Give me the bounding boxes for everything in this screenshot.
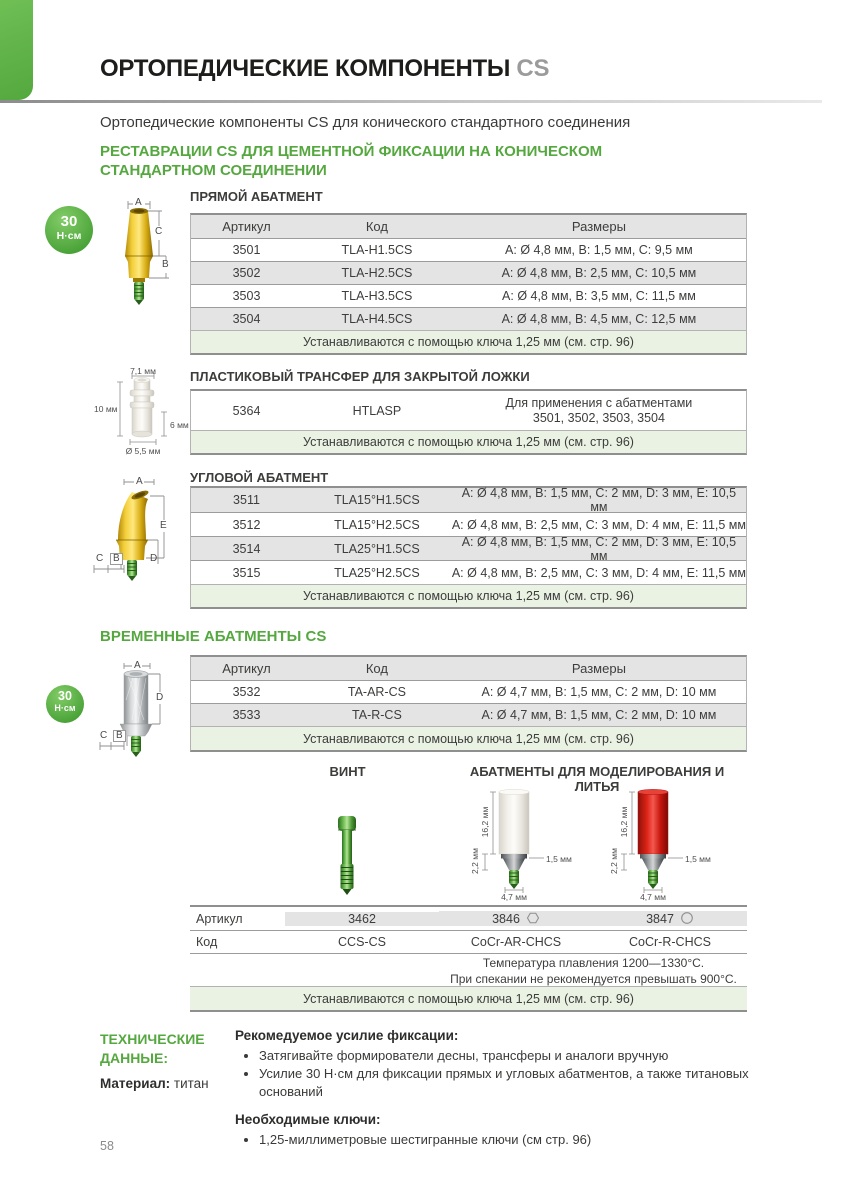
cell-size: A: Ø 4,8 мм, B: 2,5 мм, C: 10,5 мм	[501, 266, 697, 280]
cell-size: A: Ø 4,8 мм, B: 1,5 мм, C: 2 мм, D: 3 мм, E: 10,5 мм	[461, 534, 737, 563]
angled-abutment-figure	[88, 474, 182, 590]
cast-abutments-title: АБАТМЕНТЫ ДЛЯ МОДЕЛИРОВАНИЯ И ЛИТЬЯ	[469, 764, 725, 794]
table-row-articul	[190, 907, 747, 930]
table-row	[191, 512, 746, 536]
cell-size	[452, 396, 746, 426]
dim-label-d: D	[150, 553, 158, 564]
cell-code: TLA-H1.5CS	[341, 243, 413, 257]
column-header-size: Размеры	[571, 661, 626, 676]
cell-articul: 3502	[232, 266, 261, 280]
dim-label-c: C	[155, 226, 163, 237]
cell-code: HTLASP	[352, 403, 402, 418]
circle-icon	[680, 911, 694, 925]
table-row	[191, 391, 746, 430]
transfer-figure	[94, 366, 189, 456]
page-subtitle: Ортопедические компоненты CS для конического стандартного соединения	[100, 114, 631, 131]
dim-label-collar: 1,5 мм	[546, 854, 572, 864]
dim-label-right: 6 мм	[170, 420, 189, 430]
page-title-text: ОРТОПЕДИЧЕСКИЕ КОМПОНЕНТЫ	[100, 55, 511, 82]
dim-label-b: B	[113, 730, 126, 742]
articul-value: 3847	[646, 912, 674, 926]
table-row	[191, 261, 746, 284]
force-list	[235, 1047, 755, 1101]
cast-abutment-red-figure	[590, 786, 715, 902]
cell-code: TLA-H3.5CS	[341, 289, 413, 303]
cell-size-line1: Для применения с абатментами	[505, 395, 693, 410]
cell-articul: 3532	[232, 685, 261, 699]
cell-size: A: Ø 4,8 мм, B: 2,5 мм, C: 3 мм, D: 4 мм, E: 11,5 мм	[451, 517, 746, 532]
cell-code: TA-R-CS	[352, 708, 402, 722]
cell-articul: 3504	[232, 312, 261, 326]
dim-label-bottom: Ø 5,5 мм	[125, 446, 161, 456]
cell-articul	[593, 911, 747, 926]
section-heading-line2: СТАНДАРТНОМ СОЕДИНЕНИИ	[100, 162, 327, 179]
temperature-note-line2: При спекании не рекомендуется превышать 900°С.	[450, 971, 737, 986]
cell-size: A: Ø 4,8 мм, B: 4,5 мм, C: 12,5 мм	[501, 312, 697, 326]
row-label-articul: Артикул	[196, 911, 243, 926]
torque-unit: Н·см	[56, 230, 82, 242]
angled-abutment-title: УГЛОВОЙ АБАТМЕНТ	[190, 470, 329, 485]
header-divider	[0, 100, 822, 103]
cell-articul: 5364	[232, 403, 261, 418]
dim-label-top: 7,1 мм	[130, 366, 156, 376]
dim-label-collar: 1,5 мм	[685, 854, 711, 864]
table-row	[191, 560, 746, 584]
torque-value: 30	[58, 689, 72, 703]
straight-abutment-figure	[104, 196, 176, 308]
keys-list	[235, 1131, 755, 1149]
transfer-table	[190, 389, 747, 455]
cell-code: TLA15°H2.5CS	[334, 517, 420, 532]
column-header-code: Код	[365, 661, 388, 676]
keys-item: • 1,25-миллиметровые шестигранные ключи (см стр. 96)	[259, 1131, 755, 1149]
install-note-band: Устанавливаются с помощью ключа 1,25 мм (см. стр. 96)	[191, 726, 746, 750]
dim-label-a: A	[134, 660, 141, 671]
screw-title: ВИНТ	[329, 764, 366, 779]
temperature-note	[440, 954, 747, 987]
table-row	[191, 284, 746, 307]
dim-label-d: D	[156, 692, 164, 703]
cell-articul: 3515	[232, 565, 261, 580]
cell-code: CoCr-AR-CHCS	[470, 935, 562, 949]
cell-size-line2: 3501, 3502, 3503, 3504	[532, 410, 665, 425]
cell-size: A: Ø 4,8 мм, B: 1,5 мм, C: 2 мм, D: 3 мм, E: 10,5 мм	[461, 486, 737, 514]
material-label: Материал:	[100, 1076, 171, 1091]
section-heading-cement	[100, 142, 700, 180]
cell-articul: 3501	[232, 243, 261, 257]
section-heading-line1: ВРЕМЕННЫЕ АБАТМЕНТЫ CS	[100, 628, 327, 645]
force-title: Рекомедуемое усилие фиксации:	[235, 1028, 459, 1043]
column-header-articul: Артикул	[222, 219, 271, 234]
dim-label-c: C	[100, 730, 108, 741]
page-title-suffix: CS	[516, 55, 550, 82]
dim-label-width: 4,7 мм	[640, 892, 666, 902]
temperature-note-area	[190, 953, 747, 986]
torque-badge	[45, 206, 93, 254]
technical-data-column	[235, 1028, 755, 1149]
dim-label-hub: 2,2 мм	[470, 848, 480, 874]
material-value: титан	[170, 1076, 209, 1091]
dim-label-width: 4,7 мм	[501, 892, 527, 902]
cell-articul: 3512	[232, 517, 261, 532]
screw-figure	[333, 814, 363, 898]
row-label-code: Код	[196, 935, 218, 949]
dim-label-height: 16,2 мм	[619, 806, 629, 838]
dim-label-a: A	[135, 197, 142, 208]
material-line	[100, 1076, 209, 1091]
cell-code: TLA25°H2.5CS	[334, 565, 420, 580]
cell-code: CoCr-R-CHCS	[629, 935, 711, 949]
cell-code: TLA25°H1.5CS	[334, 541, 420, 556]
column-header-size: Размеры	[571, 219, 626, 234]
page-corner-tab	[0, 0, 33, 100]
cell-code: TLA-H2.5CS	[341, 266, 413, 280]
torque-badge	[46, 685, 84, 723]
angled-abutment-table	[190, 486, 747, 609]
table-row	[191, 703, 746, 726]
install-note-band: Устанавливаются с помощью ключа 1,25 мм (см. стр. 96)	[190, 986, 747, 1010]
dim-label-b: B	[162, 259, 169, 270]
dim-label-b: B	[110, 553, 123, 565]
cell-articul: 3511	[233, 493, 260, 507]
cell-code: CCS-CS	[338, 935, 386, 949]
table-row	[191, 534, 746, 563]
articul-value: 3846	[492, 912, 520, 926]
cell-size: A: Ø 4,8 мм, B: 2,5 мм, C: 3 мм, D: 4 мм, E: 11,5 мм	[451, 565, 746, 580]
temporary-abutment-table	[190, 655, 747, 752]
temperature-note-line1: Температура плавления 1200—1330°С.	[482, 956, 705, 970]
column-header-code: Код	[365, 219, 388, 234]
force-item: • Затягивайте формирователи десны, трансферы и аналоги вручную	[259, 1047, 755, 1065]
cast-abutment-white-figure	[451, 786, 576, 902]
screw-image	[333, 814, 363, 898]
straight-abutment-image	[104, 196, 176, 308]
dim-label-height: 16,2 мм	[480, 806, 490, 838]
cell-size: A: Ø 4,8 мм, B: 1,5 мм, C: 9,5 мм	[505, 243, 693, 257]
cell-articul: 3514	[232, 541, 261, 556]
straight-abutment-table	[190, 213, 747, 355]
cell-articul: 3462	[285, 912, 439, 926]
dim-label-c: C	[96, 553, 104, 564]
column-header-articul: Артикул	[222, 661, 271, 676]
dim-label-e: E	[160, 520, 167, 531]
cell-code: TA-AR-CS	[347, 685, 406, 699]
torque-value: 30	[60, 213, 78, 230]
table-row	[191, 488, 746, 512]
table-row	[191, 307, 746, 330]
dim-label-left: 10 мм	[94, 404, 118, 414]
table-row-code	[190, 930, 747, 953]
dim-label-a: A	[136, 476, 143, 487]
cell-articul: 3503	[232, 289, 261, 303]
temporary-abutment-figure	[98, 658, 186, 770]
force-item: • Усилие 30 Н·см для фиксации прямых и угловых абатментов, а также титановых оснований	[259, 1065, 755, 1101]
section-heading-temporary	[100, 627, 326, 646]
table-header-row	[191, 657, 746, 680]
table-row	[191, 238, 746, 261]
table-header-row	[191, 215, 746, 238]
dim-label-hub: 2,2 мм	[609, 848, 619, 874]
keys-title: Необходимые ключи:	[235, 1112, 381, 1127]
cell-size: A: Ø 4,7 мм, B: 1,5 мм, C: 2 мм, D: 10 мм	[481, 685, 717, 699]
cell-code: TLA15°H1.5CS	[334, 493, 420, 507]
page-title	[100, 55, 549, 83]
angled-abutment-image	[88, 474, 182, 590]
cell-size: A: Ø 4,8 мм, B: 3,5 мм, C: 11,5 мм	[502, 289, 696, 303]
hexagon-icon	[526, 911, 540, 925]
page-number: 58	[100, 1139, 114, 1153]
torque-unit: Н·см	[54, 703, 76, 713]
section-heading-line1: РЕСТАВРАЦИИ CS ДЛЯ ЦЕМЕНТНОЙ ФИКСАЦИИ НА КОНИЧЕСКОМ	[100, 143, 603, 160]
cell-size: A: Ø 4,7 мм, B: 1,5 мм, C: 2 мм, D: 10 мм	[481, 708, 717, 722]
install-note-band: Устанавливаются с помощью ключа 1,25 мм (см. стр. 96)	[191, 584, 746, 607]
cell-articul: 3533	[232, 708, 261, 722]
cast-components-table	[190, 905, 747, 1012]
install-note-band: Устанавливаются с помощью ключа 1,25 мм (см. стр. 96)	[191, 430, 746, 453]
cell-articul	[439, 911, 593, 926]
straight-abutment-title: ПРЯМОЙ АБАТМЕНТ	[190, 189, 323, 204]
table-row	[191, 680, 746, 703]
transfer-title: ПЛАСТИКОВЫЙ ТРАНСФЕР ДЛЯ ЗАКРЫТОЙ ЛОЖКИ	[190, 369, 530, 384]
technical-data-heading: ТЕХНИЧЕСКИЕ ДАННЫЕ:	[100, 1031, 205, 1066]
cell-code: TLA-H4.5CS	[341, 312, 413, 326]
temporary-abutment-image	[98, 658, 186, 770]
install-note-band: Устанавливаются с помощью ключа 1,25 мм (см. стр. 96)	[191, 330, 746, 353]
